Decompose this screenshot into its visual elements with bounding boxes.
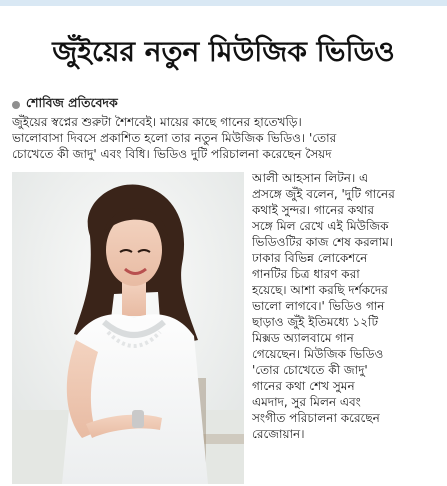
article-line: গানের কথা শেখ সুমন xyxy=(252,379,355,393)
article-column xyxy=(252,170,444,442)
headline: জুঁইয়ের নতুন মিউজিক ভিডিও xyxy=(52,35,395,68)
article-line: প্রসঙ্গে জুঁই বলেন, 'দুটি গানের xyxy=(252,187,395,201)
article-line: ভালো লাগবে।' ভিডিও গান xyxy=(252,299,385,313)
article-line: গানটির চিত্র ধারণ করা xyxy=(252,267,360,281)
article-line: ভালোবাসা দিবসে প্রকাশিত হলো তার নতুন মিউজিক ভিডিও। 'তোর xyxy=(12,131,337,145)
article-line: রেজোয়ান। xyxy=(252,427,305,441)
article-line: ছাড়াও জুঁই ইতিমধ্যে ১২টি xyxy=(252,315,378,329)
top-rule xyxy=(0,0,447,6)
article-line: 'তোর চোখেতে কী জাদু' xyxy=(252,363,368,377)
article-line: ঢাকার বিভিন্ন লোকেশনে xyxy=(252,251,368,265)
article-line: সঙ্গে মিল রেখে এই মিউজিক xyxy=(252,219,389,233)
article-line: গেয়েছেন। মিউজিক ভিডিও xyxy=(252,347,384,361)
woman-portrait-image xyxy=(12,172,244,484)
article-line: হয়েছে। আশা করছি দর্শকদের xyxy=(252,283,388,297)
article-line: আলী আহসান লিটন। এ xyxy=(252,171,369,185)
byline-text: শোবিজ প্রতিবেদক xyxy=(26,95,118,110)
byline xyxy=(12,96,118,114)
article-intro xyxy=(12,114,440,162)
article-line: সংগীত পরিচালনা করেছেন xyxy=(252,411,380,425)
article-line: জুঁইয়ের স্বপ্নের শুরুটা শৈশবেই। মায়ের কাছে গানের হাতেখড়ি। xyxy=(12,115,302,129)
article-photo xyxy=(12,172,244,484)
article-line: এমদাদ, সুর মিলন এবং xyxy=(252,395,361,409)
article-line: চোখেতে কী জাদু' এবং বিধি। ভিডিও দুটি পরিচালনা করেছেন সৈয়দ xyxy=(12,147,332,161)
article-line: মিক্সড অ্যালবামে গান xyxy=(252,331,354,345)
article-line: ভিডিওটির কাজ শেষ করলাম। xyxy=(252,235,394,249)
article-line: কথাই সুন্দর। গানের কথার xyxy=(252,203,374,217)
bullet-icon xyxy=(12,101,20,109)
